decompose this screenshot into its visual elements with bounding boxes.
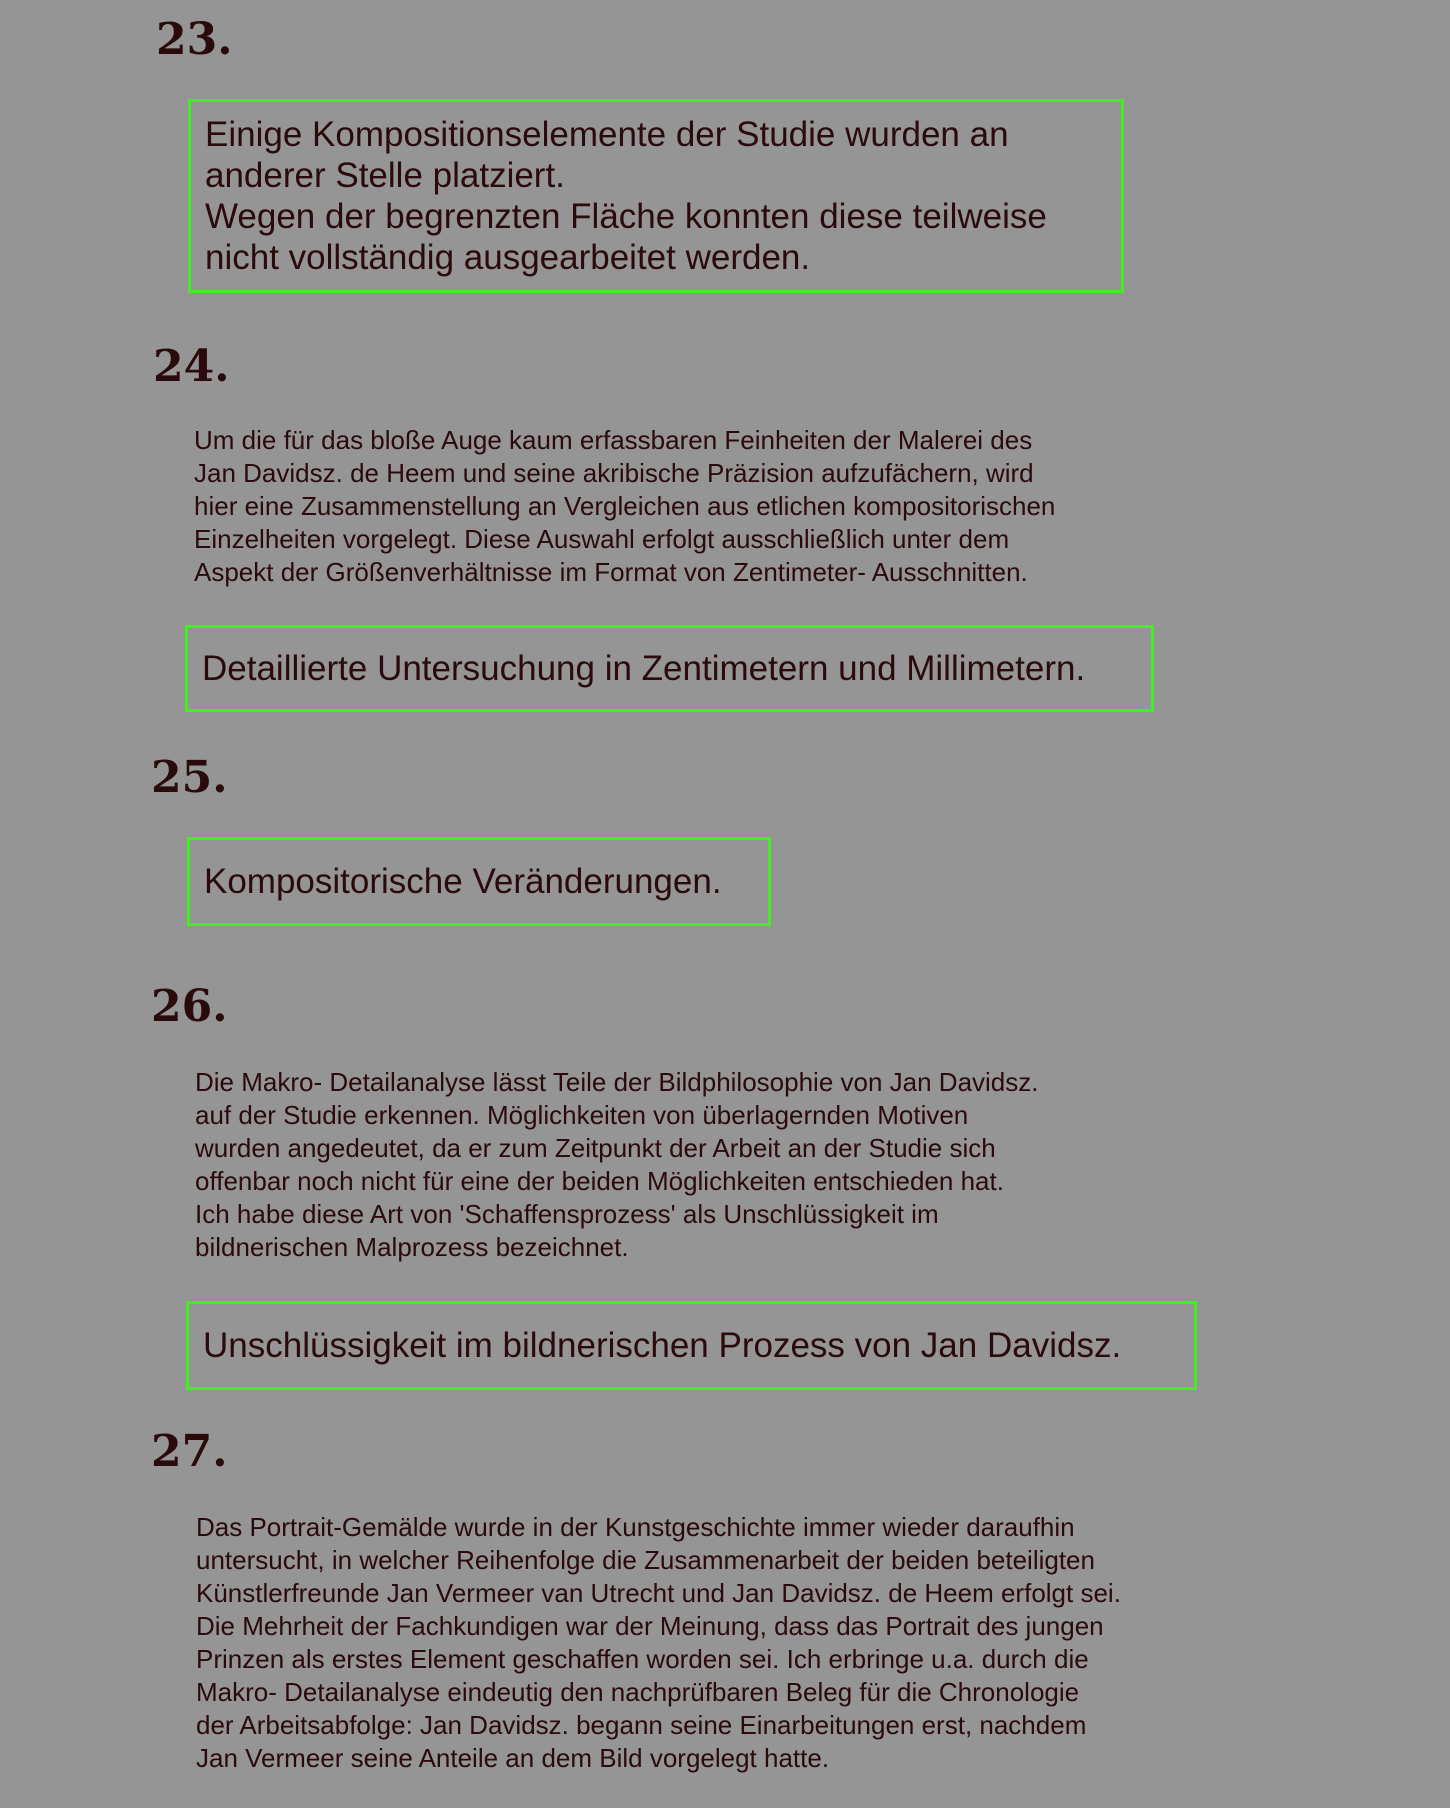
highlight-box-26 — [186, 1301, 1197, 1390]
section-number-24: 24. — [153, 341, 230, 392]
paragraph-line: Jan Davidsz. de Heem und seine akribische Präzision aufzufächern, wird — [194, 458, 1034, 488]
paragraph-line: offenbar noch nicht für eine der beiden Möglichkeiten entschieden hat. — [195, 1166, 1004, 1196]
paragraph-line: Jan Vermeer seine Anteile an dem Bild vorgelegt hatte. — [196, 1743, 830, 1773]
paragraph-line: wurden angedeutet, da er zum Zeitpunkt der Arbeit an der Studie sich — [195, 1133, 996, 1163]
paragraph-line: Künstlerfreunde Jan Vermeer van Utrecht und Jan Davidsz. de Heem erfolgt sei. — [196, 1578, 1121, 1608]
paragraph-line: auf der Studie erkennen. Möglichkeiten von überlagernden Motiven — [195, 1100, 969, 1130]
paragraph-24 — [194, 424, 1055, 589]
box-line: anderer Stelle platziert. — [205, 156, 565, 195]
paragraph-line: Makro- Detailanalyse eindeutig den nachprüfbaren Beleg für die Chronologie — [196, 1677, 1080, 1707]
paragraph-26 — [195, 1066, 1039, 1264]
paragraph-line: Die Mehrheit der Fachkundigen war der Meinung, dass das Portrait des jungen — [196, 1611, 1104, 1641]
paragraph-line: Um die für das bloße Auge kaum erfassbaren Feinheiten der Malerei des — [194, 425, 1033, 455]
paragraph-line: Einzelheiten vorgelegt. Diese Auswahl erfolgt ausschließlich unter dem — [194, 524, 1010, 554]
paragraph-line: hier eine Zusammenstellung an Vergleichen aus etlichen kompositorischen — [194, 491, 1056, 521]
paragraph-line: Das Portrait-Gemälde wurde in der Kunstgeschichte immer wieder daraufhin — [196, 1512, 1075, 1542]
paragraph-line: Prinzen als erstes Element geschaffen worden sei. Ich erbringe u.a. durch die — [196, 1644, 1089, 1674]
paragraph-line: Ich habe diese Art von 'Schaffensprozess' als Unschlüssigkeit im — [195, 1199, 939, 1229]
box-line: Unschlüssigkeit im bildnerischen Prozess von Jan Davidsz. — [203, 1326, 1122, 1365]
highlight-box-24 — [185, 625, 1154, 712]
paragraph-27 — [196, 1511, 1121, 1775]
section-number-26: 26. — [151, 981, 228, 1032]
section-number-27: 27. — [151, 1426, 228, 1477]
box-line: Einige Kompositionselemente der Studie wurden an — [205, 115, 1009, 154]
highlight-box-25 — [187, 837, 771, 926]
paragraph-line: untersucht, in welcher Reihenfolge die Zusammenarbeit der beiden beteiligten — [196, 1545, 1095, 1575]
paragraph-line: der Arbeitsabfolge: Jan Davidsz. begann seine Einarbeitungen erst, nachdem — [196, 1710, 1087, 1740]
section-number-23: 23. — [156, 14, 233, 65]
paragraph-line: Aspekt der Größenverhältnisse im Format von Zentimeter- Ausschnitten. — [194, 557, 1028, 587]
box-line: Detaillierte Untersuchung in Zentimetern und Millimetern. — [202, 649, 1086, 688]
highlight-box-23 — [188, 99, 1124, 293]
section-number-25: 25. — [151, 752, 228, 803]
box-line: Kompositorische Veränderungen. — [204, 862, 722, 901]
box-line: Wegen der begrenzten Fläche konnten diese teilweise — [205, 197, 1047, 236]
paragraph-line: bildnerischen Malprozess bezeichnet. — [195, 1232, 629, 1262]
box-line: nicht vollständig ausgearbeitet werden. — [205, 238, 811, 277]
paragraph-line: Die Makro- Detailanalyse lässt Teile der Bildphilosophie von Jan Davidsz. — [195, 1067, 1039, 1097]
